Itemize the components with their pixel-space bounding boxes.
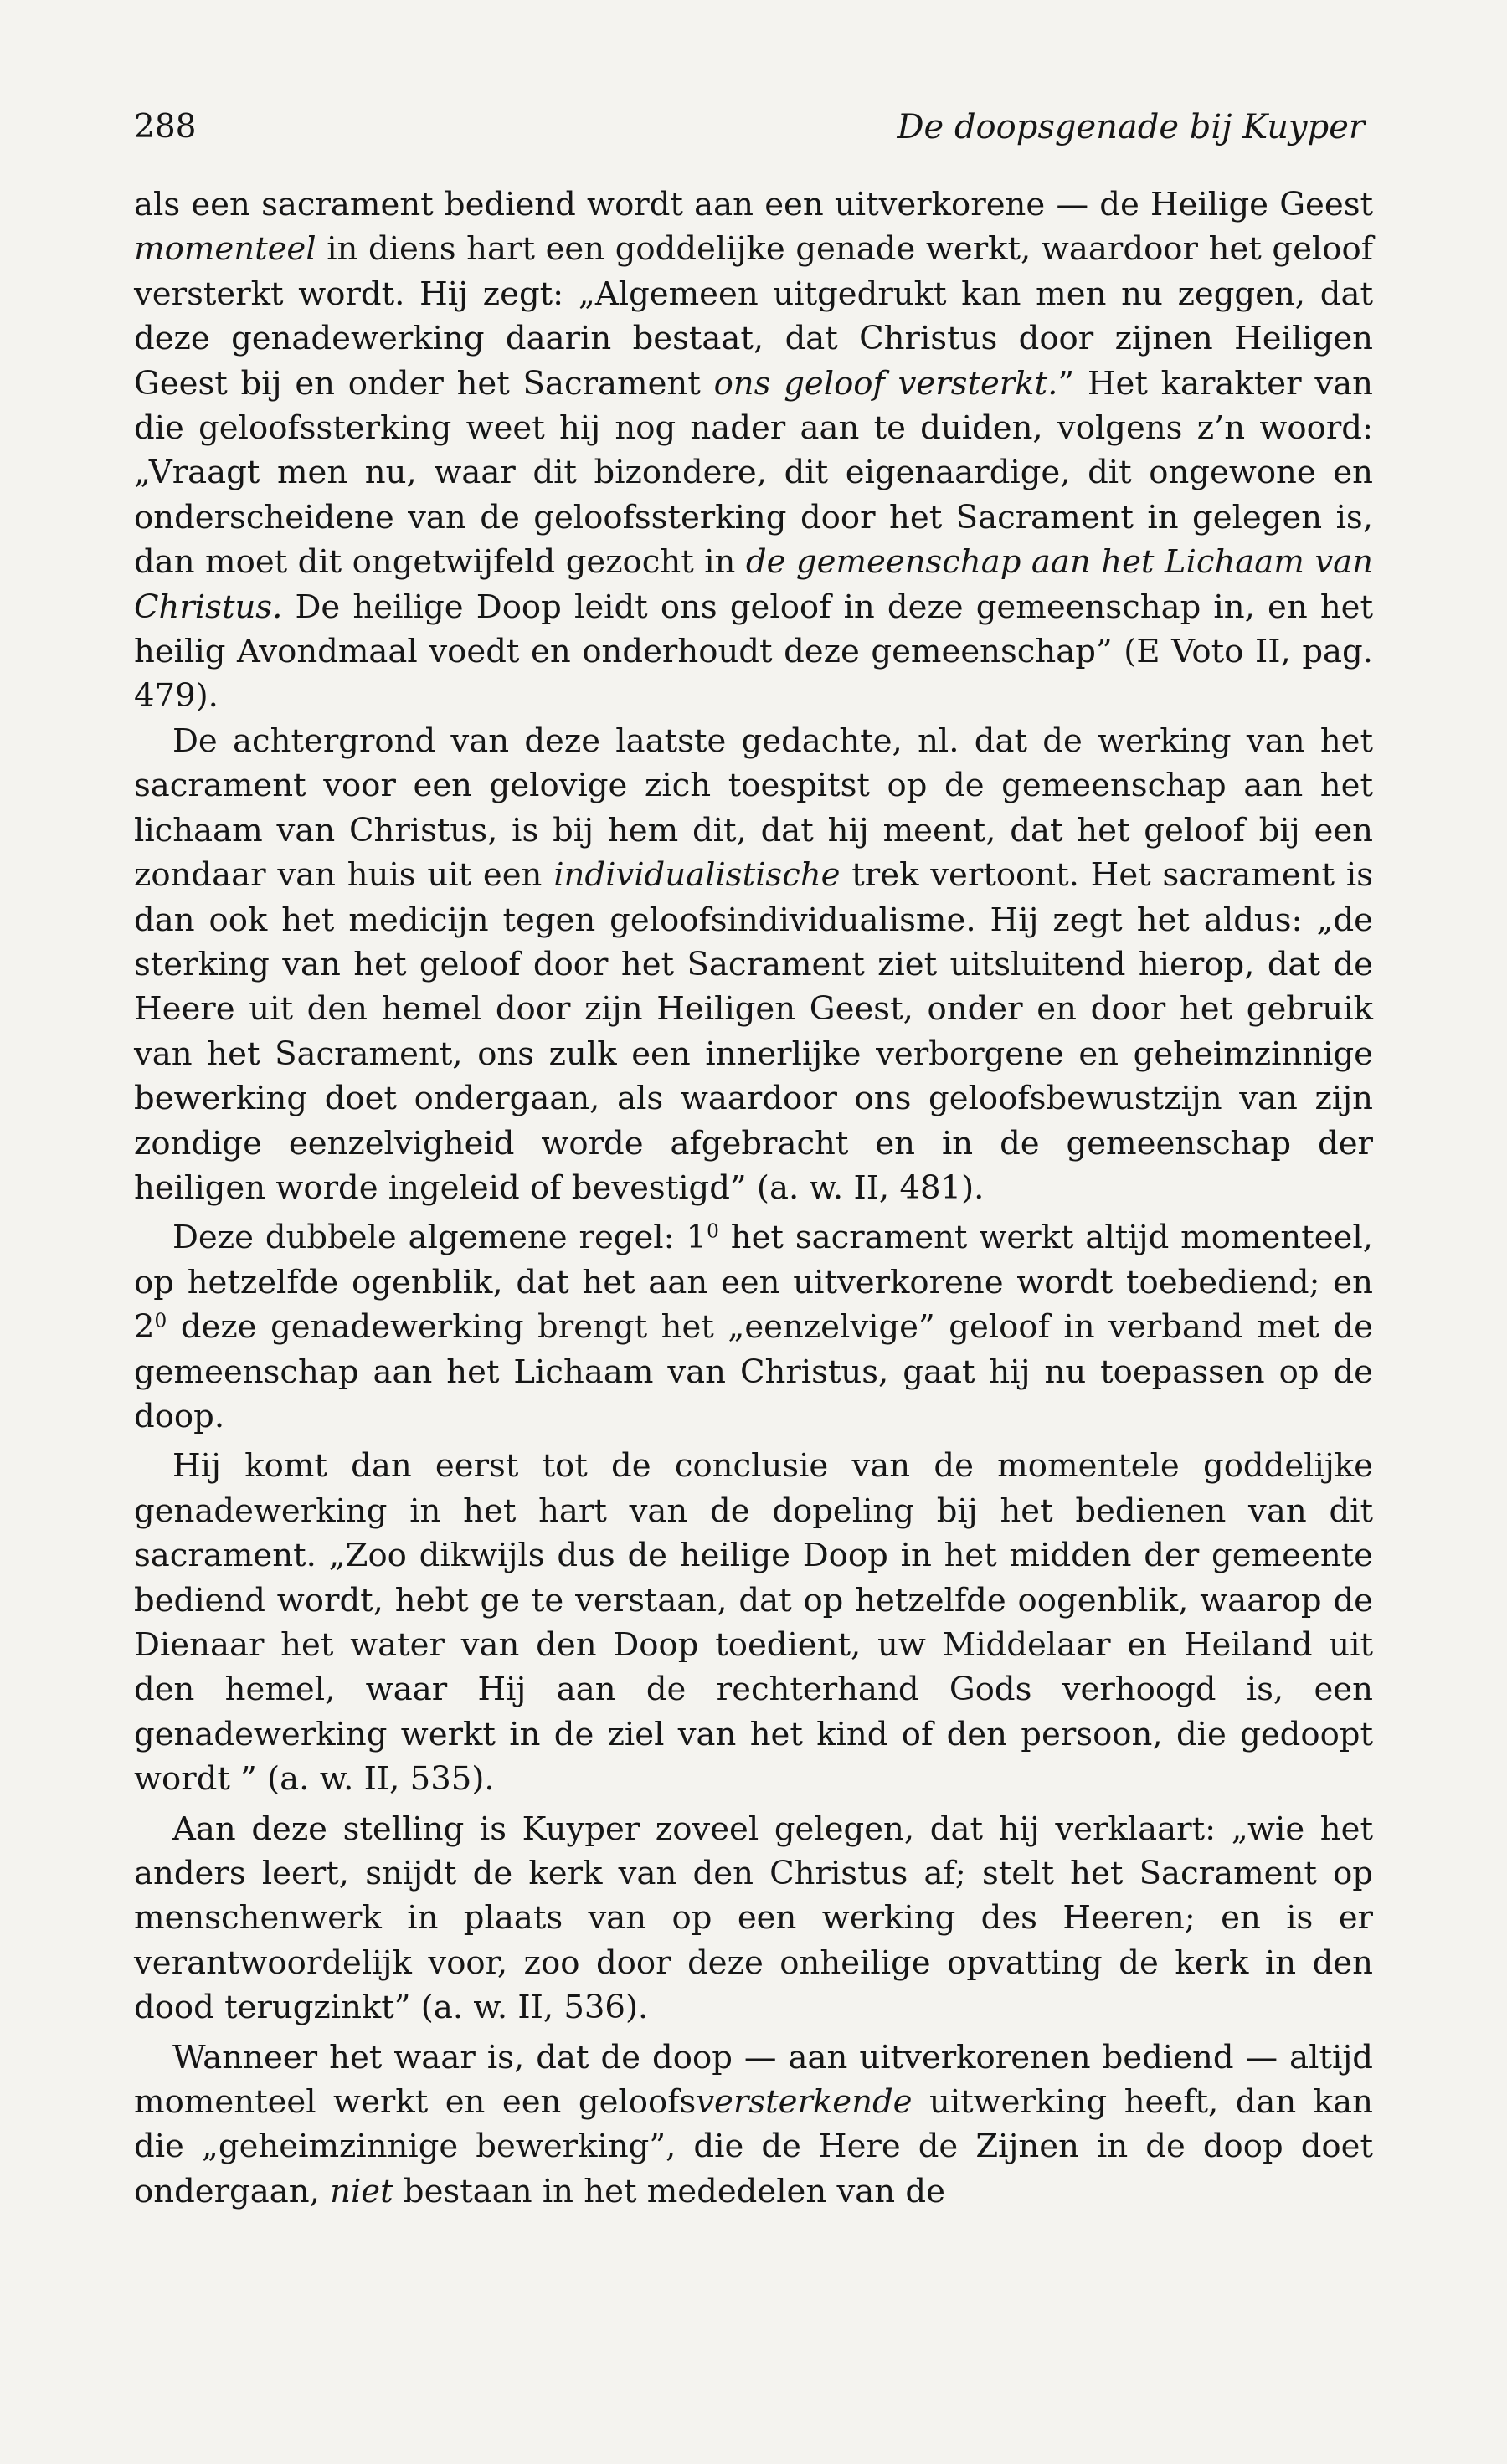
paragraph-4: Hij komt dan eerst tot de conclusie van de momentele goddelijke genadewerking in het hart van de dopeling bij het bedienen van dit sacrament. „Zoo dikwijls dus de heilige Doop in het midden der gemeente bediend wordt, hebt ge te verstaan, dat op hetzelfde oogenblik, waarop de Dienaar het water van den Doop toedient, uw Middelaar en Heiland uit den hemel, waar Hij aan de rechterhand Gods verhoogd is, een genadewerking werkt in de ziel van het kind of den persoon, die gedoopt wordt ” (a. w. II, 535). [134,1447,1373,1799]
paragraph-1: als een sacrament bediend wordt aan een uitverkorene — de Heilige Geest momenteel in diens hart een goddelijke genade werkt, waardoor het geloof versterkt wordt. Hij zegt: „Algemeen uitgedrukt kan men nu zeggen, dat deze genadewerking daarin bestaat, dat Christus door zijnen Heiligen Geest bij en onder het Sacrament ons geloof versterkt.” Het karakter van die geloofssterking weet hij nog nader aan te duiden, volgens z’n woord: „Vraagt men nu, waar dit bizondere, dit eigenaardige, dit ongewone en onderscheidene van de geloofssterking door het Sacrament in gelegen is, dan moet dit ongetwijfeld gezocht in de gemeenschap aan het Lichaam van Christus. De heilige Doop leidt ons geloof in deze gemeenschap in, en het heilig Avondmaal voedt en onderhoudt deze gemeenschap” (E Voto II, pag. 479). [134,186,1374,716]
superscript-1: 0 [707,1220,719,1243]
emphasis-individualistische: individualistische [553,856,841,895]
running-title: De doopsgenade bij Kuyper [897,108,1365,146]
page-number: 288 [134,108,197,146]
page-header [134,107,1365,154]
emphasis-momenteel: momenteel [134,230,316,269]
emphasis-versterkende: versterkende [696,2083,913,2122]
emphasis-ons-geloof-versterkt: ons geloof versterkt. [713,364,1058,403]
emphasis-gemeenschap: de gemeenschap aan het Lichaam van Christus. [134,543,1374,626]
superscript-2: 0 [154,1310,167,1332]
body-text [134,182,1373,2214]
emphasis-niet: niet [330,2172,393,2210]
paragraph-3: Deze dubbele algemene regel: $1^0$ het sacrament werkt altijd momenteel, op hetzelfde ogenblik, dat het aan een uitverkorene wordt toebediend; en $2^0$ deze genadewerking brengt het „eenzelvige” geloof in verband met de gemeenschap aan het Lichaam van Christus, gaat hij nu toepassen op de doop. [134,1219,1373,1435]
paragraph-6: Wanneer het waar is, dat de doop — aan uitverkorenen bediend — altijd momenteel werkt en een geloofsversterkende uitwerking heeft, dan kan die „geheimzinnige bewerking”, die de Here de Zijnen in de doop doet ondergaan, niet bestaan in het mededelen van de [134,2038,1373,2210]
paragraph-2: De achtergrond van deze laatste gedachte, nl. dat de werking van het sacrament voor een gelovige zich toespitst op de gemeenschap aan het lichaam van Christus, is bij hem dit, dat hij meent, dat het geloof bij een zondaar van huis uit een individualistische trek vertoont. Het sacrament is dan ook het medicijn tegen geloofsindividualisme. Hij zegt het aldus: „de sterking van het geloof door het Sacrament ziet uitsluitend hierop, dat de Heere uit den hemel door zijn Heiligen Geest, onder en door het gebruik van het Sacrament, ons zulk een innerlijke verborgene en geheimzinnige bewerking doet ondergaan, als waardoor ons geloofsbewustzijn van zijn zondige eenzelvigheid worde afgebracht en in de gemeenschap der heiligen worde ingeleid of bevestigd” (a. w. II, 481). [134,721,1373,1207]
paragraph-5: Aan deze stelling is Kuyper zoveel gelegen, dat hij verklaart: „wie het anders leert, snijdt de kerk van den Christus af; stelt het Sacrament op menschenwerk in plaats van op een werking des Heeren; en is er verantwoordelijk voor, zoo door deze onheilige opvatting de kerk in den dood terugzinkt” (a. w. II, 536). [134,1810,1373,2027]
